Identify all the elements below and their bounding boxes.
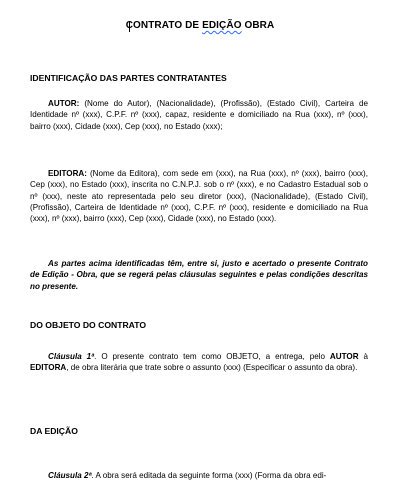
clause-1-autor: AUTOR [329, 352, 359, 361]
autor-text: (Nome do Autor), (Nacionalidade), (Profissão), (Estado Civil), Carteira de Identidade nº (xxx), C.P.F. nº (xxx), capaz, residente e domiciliado na Rua (xxx), nº (xxx), bairro (xxx), Cidade (xxx), Cep (xxx), no Estado (xxx); [30, 99, 368, 131]
clause-1-text-b: à [358, 352, 368, 361]
clause-1-text-a: . O presente contrato tem como OBJETO, a entrega, pelo [94, 352, 330, 361]
autor-label: AUTOR: [48, 99, 80, 108]
heading-parties: IDENTIFICAÇÃO DAS PARTES CONTRATANTES [30, 73, 227, 83]
clause-2-label: Cláusula 2ª [48, 471, 92, 480]
paragraph-clause-2 [30, 470, 368, 481]
clause-2-text: . A obra será editada da seguinte forma (xxx) (Forma da obra edi- [91, 471, 327, 480]
heading-object: DO OBJETO DO CONTRATO [30, 320, 147, 330]
preamble-rest: , que se regerá pelas cláusulas seguintes e pelas condições descritas no presente. [30, 270, 368, 291]
editora-label: EDITORA: [48, 169, 87, 178]
paragraph-clause-1 [30, 351, 368, 374]
paragraph-autor [30, 98, 368, 132]
clause-1-label: Cláusula 1ª [48, 352, 95, 361]
title-prefix: CONTRATO DE [125, 20, 203, 31]
title-misspelled-word[interactable]: EDIÇÃO [202, 20, 242, 31]
preamble-bold: As partes acima identificadas têm, entre si, justo e acertado o presente Contrato de Edição - Obra [30, 259, 368, 280]
editora-text: (Nome da Editora), com sede em (xxx), na Rua (xxx), nº (xxx), bairro (xxx), Cep (xxx), no Estado (xxx), inscrita no C.N.P.J. sob o nº (xxx), e no Cadastro Estadual sob o nº (xxx), neste ato representada pelo seu diretor (xxx), (Nacionalidade), (Estado Civil), (Profissão), Carteira de Identidade nº (xxx), C.P.F. nº (xxx), residente e domiciliado na Rua (xxx), nº (xxx), bairro (xxx), Cep (xxx), Cidade (xxx), no Estado (xxx). [30, 169, 368, 224]
paragraph-preamble [30, 258, 368, 292]
paragraph-editora [30, 168, 368, 224]
title-suffix: OBRA [241, 20, 275, 31]
clause-1-editora: EDITORA [30, 363, 67, 373]
document-title [0, 20, 400, 31]
clause-1-text-c: , de obra literária que trate sobre o assunto (xxx) (Especificar o assunto da obra). [66, 363, 358, 373]
heading-edition: DA EDIÇÃO [30, 426, 78, 436]
